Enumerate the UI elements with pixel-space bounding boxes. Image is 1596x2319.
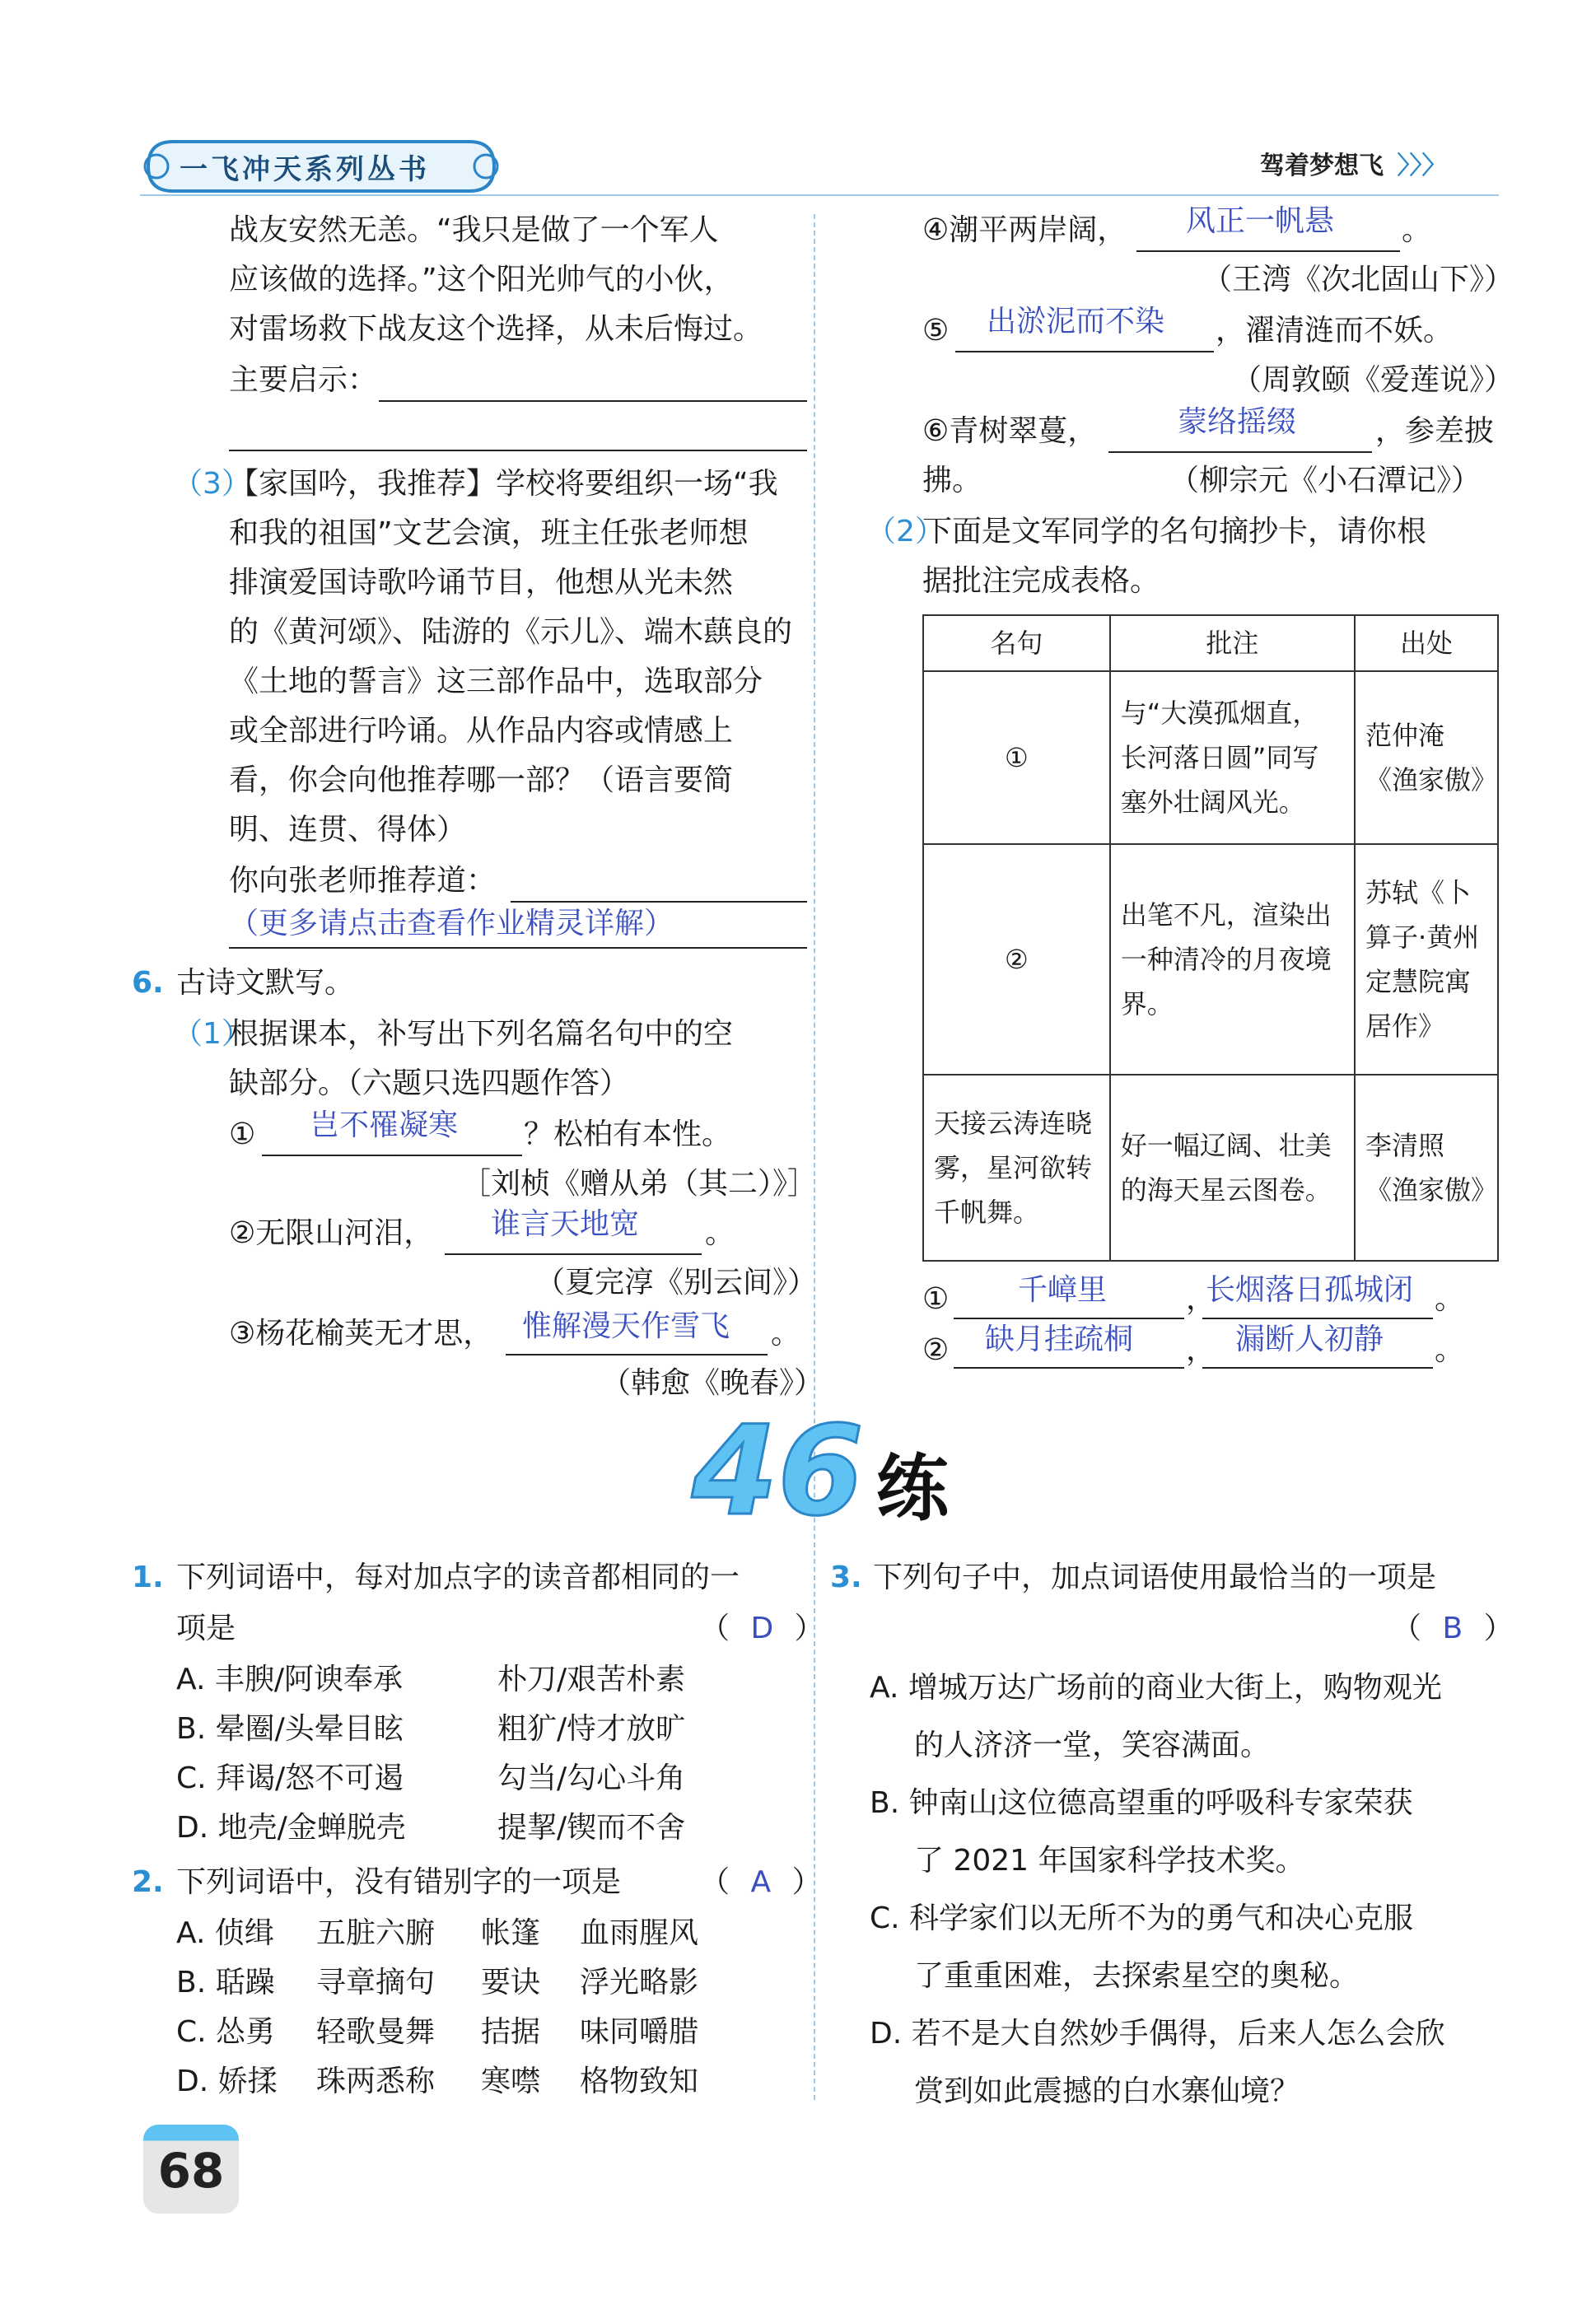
q1-option-b: B. 晕圈/头晕目眩 粗犷/恃才放旷 <box>176 1712 686 1746</box>
table-row <box>923 671 1498 844</box>
page-number: 68 <box>157 2143 225 2199</box>
q3b-option-c-1: C. 科学家们以无所不为的勇气和决心克服 <box>870 1901 1414 1935</box>
header-source: 出处 <box>1355 615 1498 671</box>
item6-source: （柳宗元《小石潭记》） <box>1169 464 1482 497</box>
row1-source: 范仲淹《渔家傲》 <box>1355 671 1498 844</box>
q1-line-2: 项是 <box>176 1612 236 1645</box>
section-suffix: 练 <box>875 1446 949 1531</box>
page-number-tab <box>143 2125 239 2214</box>
header-banner <box>140 132 502 201</box>
row1-note: 与“大漠孤烟直，长河落日圆”同写塞外壮阔风光。 <box>1110 671 1355 844</box>
q3b-num: 3. <box>830 1561 862 1594</box>
item2-answer: 谁言天地宽 <box>491 1207 640 1241</box>
item2-source: （夏完淳《别云间》） <box>535 1266 818 1299</box>
q2-option-b: B. 聒躁 寻章摘句 要诀 浮光略影 <box>176 1966 699 1999</box>
item1-pre: ① <box>229 1118 256 1151</box>
q1-option-d: D. 地壳/金蝉脱壳 提挈/锲而不舍 <box>176 1811 686 1845</box>
item5-pre: ⑤ <box>922 314 950 348</box>
row2-source: 苏轼《卜算子·黄州定慧院寓居作》 <box>1355 844 1498 1075</box>
q3b-text: 下列句子中，加点词语使用最恰当的一项是 <box>873 1561 1437 1594</box>
item3-answer: 惟解漫天作雪飞 <box>522 1309 730 1343</box>
q3b-option-c-2: 了重重困难，去探索星空的奥秘。 <box>914 1959 1360 1993</box>
q6-title: 古诗文默写。 <box>176 966 355 1000</box>
row2-note: 出笔不凡，渲染出一种清冷的月夜境界。 <box>1110 844 1355 1075</box>
item1-source: ［刘桢《赠从弟（其二）》］ <box>461 1167 818 1201</box>
header-quote: 名句 <box>923 615 1110 671</box>
table-row <box>923 1075 1498 1261</box>
item5-blank[interactable] <box>955 351 1214 352</box>
header-slogan <box>1260 145 1446 181</box>
q3b-option-b-2: 了 2021 年国家科学技术奖。 <box>914 1844 1305 1878</box>
q3b-option-a-1: A. 增城万达广场前的商业大街上，购物观光 <box>870 1671 1442 1705</box>
q1-option-a: A. 丰腴/阿谀奉承 朴刀/艰苦朴素 <box>176 1663 686 1696</box>
ans2-period: 。 <box>1435 1333 1465 1367</box>
item4-source: （王湾《次北固山下》） <box>1202 263 1514 296</box>
item4-post: 。 <box>1402 213 1432 247</box>
q6-sub1-line-1: 根据课本，补写出下列名篇名句中的空 <box>229 1017 734 1051</box>
item1-post: ？松柏有本性。 <box>524 1118 732 1151</box>
header-note: 批注 <box>1110 615 1355 671</box>
ans1-b: 长烟落日孤城闭 <box>1206 1273 1414 1307</box>
ans1-a: 千嶂里 <box>1018 1273 1108 1307</box>
q2-option-c: C. 怂勇 轻歌曼舞 拮据 味同嚼腊 <box>176 2015 699 2049</box>
item3-blank[interactable] <box>506 1354 768 1355</box>
ans1-pre: ① <box>922 1282 950 1316</box>
recommend-link[interactable]: （更多请点击查看作业精灵详解） <box>229 907 674 940</box>
q1-answer-bracket: （ D ） <box>700 1612 824 1645</box>
ans1-period: 。 <box>1435 1282 1465 1316</box>
q1-line-1: 下列词语中，每对加点字的读音都相同的一 <box>176 1561 740 1594</box>
item1-blank[interactable] <box>262 1155 522 1156</box>
q3b-option-b-1: B. 钟南山这位德高望重的呼吸科专家荣获 <box>870 1786 1413 1820</box>
ans2-a: 缺月挂疏桐 <box>985 1323 1134 1356</box>
q1-answer: D <box>750 1612 774 1645</box>
hint-label: 主要启示： <box>229 363 378 397</box>
q3-line-8: 明、连贯、得体） <box>229 813 467 847</box>
item6-answer: 蒙络摇缀 <box>1178 405 1297 439</box>
quote-table <box>922 614 1499 1262</box>
item3-pre: ③杨花榆荚无才思， <box>229 1317 493 1351</box>
ans2-pre: ② <box>922 1333 950 1367</box>
item2-pre: ②无限山河泪， <box>229 1216 434 1250</box>
q3-line-4: 的《黄河颂》、陆游的《示儿》、端木蕻良的 <box>229 615 793 649</box>
q2-option-d: D. 娇揉 珠两悉称 寒噤 格物致知 <box>176 2065 699 2098</box>
row3-note: 好一幅辽阔、壮美的海天星云图卷。 <box>1110 1075 1355 1261</box>
passage-line-3: 对雷场救下战友这个选择，从未后悔过。 <box>229 312 763 346</box>
item4-pre: ④潮平两岸阔， <box>922 213 1127 247</box>
sub2-num: （2） <box>866 515 945 548</box>
slogan-text: 驾着梦想飞 <box>1260 152 1384 180</box>
ans2-blank-a[interactable] <box>954 1367 1184 1369</box>
ans2-blank-b[interactable] <box>1202 1367 1433 1369</box>
q6-sub1-line-2: 缺部分。（六题只选四题作答） <box>229 1066 630 1100</box>
item6-line-2: 拂。 <box>922 464 982 497</box>
ans1-comma: ， <box>1186 1282 1216 1316</box>
q2-num: 2. <box>132 1865 164 1899</box>
passage-line-2: 应该做的选择。”这个阳光帅气的小伙， <box>229 263 734 296</box>
item5-answer: 出淤泥而不染 <box>987 305 1165 338</box>
header-rule <box>140 194 1499 196</box>
arrows-icon: 〉〉〉 <box>1397 152 1447 180</box>
table-header-row <box>923 615 1498 671</box>
section-title <box>692 1400 949 1543</box>
q3b-answer-bracket: （ B ） <box>1392 1612 1514 1645</box>
row3-source: 李清照《渔家傲》 <box>1355 1075 1498 1261</box>
passage-line-1: 战友安然无恙。“我只是做了一个军人 <box>229 213 719 247</box>
q6-num: 6. <box>132 966 164 1000</box>
q3-line-5: 《土地的誓言》这三部作品中，选取部分 <box>229 665 763 698</box>
column-divider <box>814 214 815 2100</box>
item1-answer: 岂不罹凝寒 <box>310 1108 459 1142</box>
item2-blank[interactable] <box>445 1253 702 1255</box>
item5-post: ，濯清涟而不妖。 <box>1216 314 1454 348</box>
q3b-answer: B <box>1442 1612 1463 1645</box>
item2-post: 。 <box>705 1216 735 1250</box>
hint-answer-line-1[interactable] <box>379 400 807 402</box>
q3-line-7: 看，你会向他推荐哪一部？（语言要简 <box>229 763 734 797</box>
q3-line-1: 【家国吟，我推荐】学校将要组织一场“我 <box>229 467 778 501</box>
sub2-line-1: 下面是文军同学的名句摘抄卡，请你根 <box>922 515 1427 548</box>
q2-answer-bracket: （ A ） <box>700 1865 822 1899</box>
q2-text: 下列词语中，没有错别字的一项是 <box>176 1865 622 1899</box>
item6-post: ，参差披 <box>1375 414 1495 448</box>
q1-option-c: C. 拜谒/怒不可遏 勾当/勾心斗角 <box>176 1761 686 1795</box>
table-row <box>923 844 1498 1075</box>
row3-quote: 天接云涛连晓雾，星河欲转千帆舞。 <box>923 1075 1110 1261</box>
ans2-b: 漏断人初静 <box>1235 1323 1384 1356</box>
q6-sub1-num: （1） <box>173 1017 251 1051</box>
item6-blank[interactable] <box>1108 451 1372 453</box>
q3b-option-d-1: D. 若不是大自然妙手偶得，后来人怎么会欣 <box>870 2017 1445 2051</box>
q1-num: 1. <box>132 1561 164 1594</box>
item6-pre: ⑥青树翠蔓， <box>922 414 1098 448</box>
q3-line-3: 排演爱国诗歌吟诵节目，他想从光未然 <box>229 566 734 600</box>
q2-answer: A <box>750 1865 772 1899</box>
sub2-line-2: 据批注完成表格。 <box>922 564 1160 598</box>
item4-answer: 风正一帆悬 <box>1186 204 1335 238</box>
item4-blank[interactable] <box>1136 250 1400 252</box>
item3-post: 。 <box>771 1317 801 1351</box>
q3b-option-d-2: 赏到如此震撼的白水寨仙境？ <box>914 2074 1300 2108</box>
ans2-comma: ， <box>1186 1333 1216 1367</box>
series-title: 一飞冲天系列丛书 <box>180 153 430 186</box>
section-number: 46 <box>692 1400 864 1543</box>
item5-source: （周敦颐《爱莲说》） <box>1232 363 1514 397</box>
recommend-answer-line-2[interactable] <box>229 947 807 949</box>
item3-source: （韩愈《晚春》） <box>601 1366 824 1400</box>
hint-answer-line-2[interactable] <box>229 450 807 451</box>
q2-option-a: A. 侦缉 五脏六腑 帐篷 血雨腥风 <box>176 1916 699 1950</box>
row1-quote[interactable]: ① <box>923 671 1110 844</box>
recommend-label: 你向张老师推荐道： <box>229 864 497 898</box>
q3-num: （3） <box>173 467 251 501</box>
q3b-option-a-2: 的人济济一堂，笑容满面。 <box>914 1729 1271 1762</box>
row2-quote[interactable]: ② <box>923 844 1110 1075</box>
q3-line-2: 和我的祖国”文艺会演，班主任张老师想 <box>229 516 749 550</box>
q3-line-6: 或全部进行吟诵。从作品内容或情感上 <box>229 714 734 748</box>
